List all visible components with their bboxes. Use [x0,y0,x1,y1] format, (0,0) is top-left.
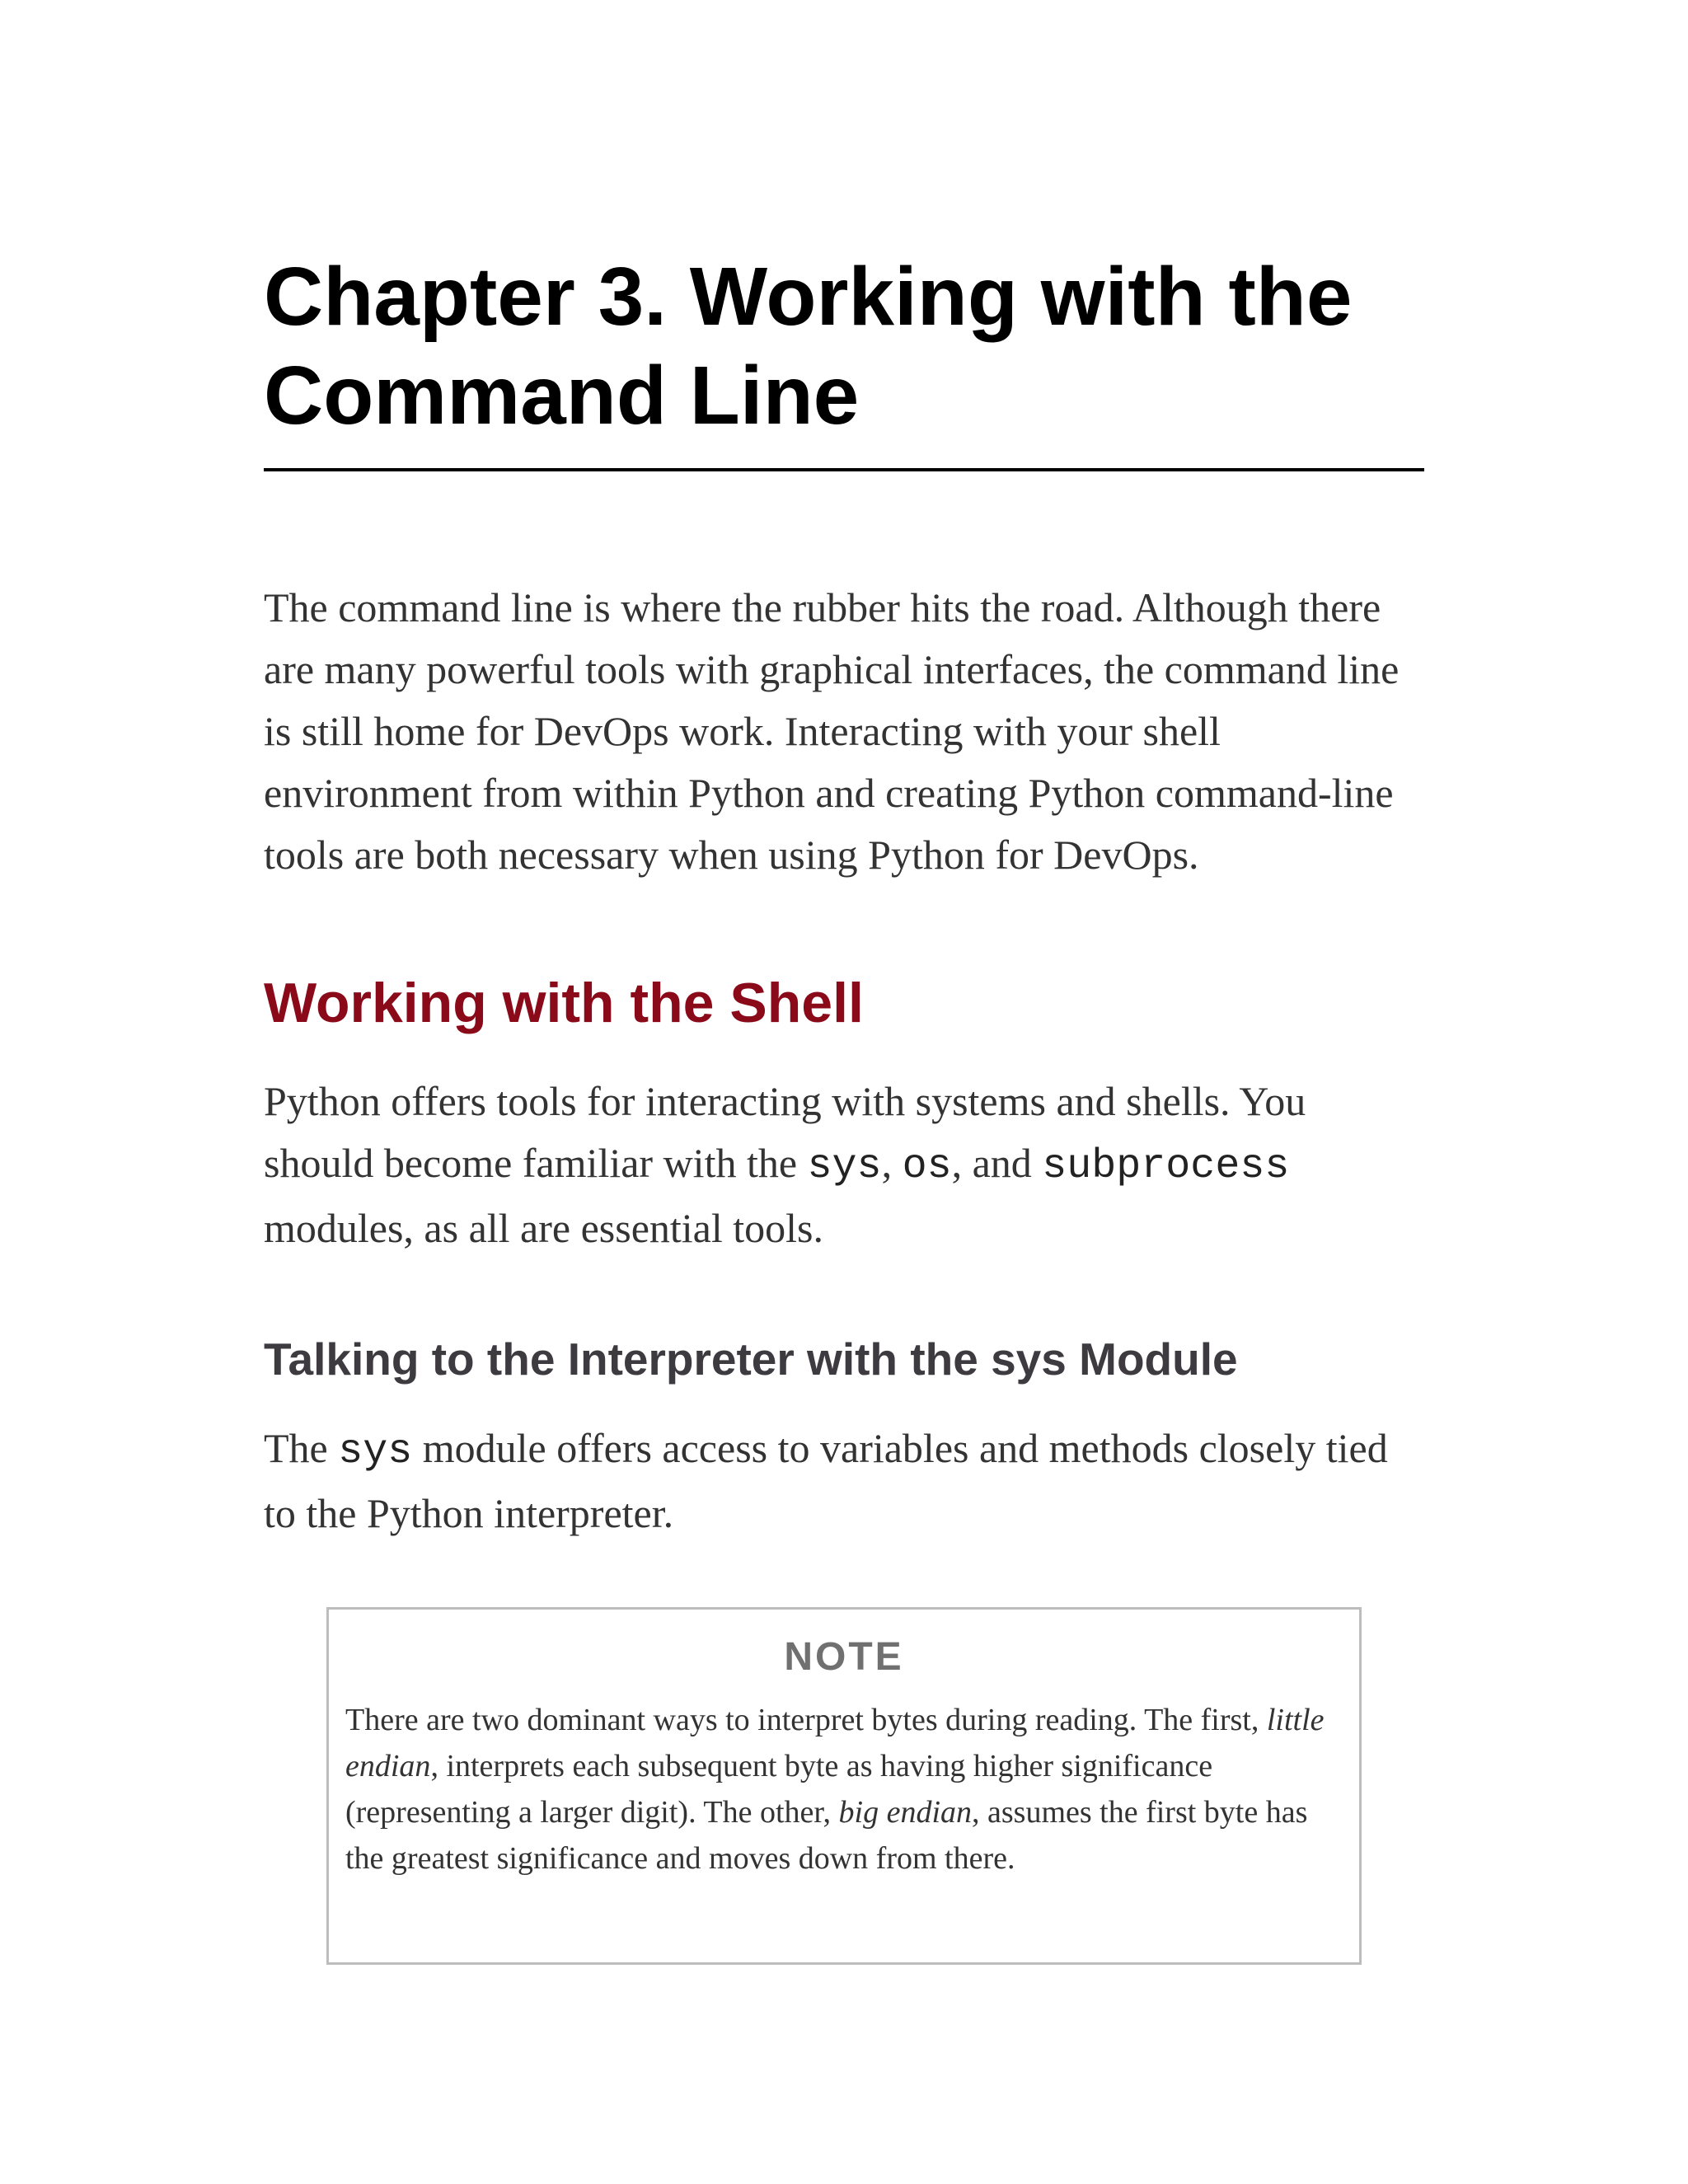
note-box [326,1607,1362,1965]
note-text [345,1697,1343,1882]
chapter-title-line1: Chapter 3. Working with the [264,251,1353,343]
note-emphasis-little-endian: little endian [345,1703,1325,1783]
note-title: NOTE [784,1635,904,1679]
subsection-paragraph [264,1418,1424,1544]
chapter-title [264,247,1424,471]
section-heading: Working with the Shell [264,972,864,1034]
chapter-title-line2: Command Line [264,349,860,442]
code-sys-inline: sys [338,1428,413,1475]
note-text-part3: , assumes the first byte has the greatest significance and moves down from there. [345,1795,1308,1876]
subsection-text-part1: The [264,1425,339,1471]
code-os: os [902,1143,952,1190]
subsection-heading: Talking to the Interpreter with the sys Module [264,1333,1238,1385]
note-text-part1: There are two dominant ways to interpret bytes during reading. The first, [345,1703,1267,1737]
section-separator-2: , and [951,1140,1043,1186]
section-separator-1: , [881,1140,903,1186]
page-content [264,247,1424,1965]
note-text-part2: , interprets each subsequent byte as having higher significance (representing a larger digit). The other, [345,1749,1213,1830]
section-paragraph [264,1071,1424,1259]
subsection-text-part2: module offers access to variables and methods closely tied to the Python interpreter. [264,1425,1388,1536]
code-subprocess: subprocess [1042,1143,1290,1190]
section-text-part1: Python offers tools for interacting with systems and shells. You should become familiar with the [264,1078,1306,1186]
code-sys: sys [807,1143,882,1190]
note-emphasis-big-endian: big endian [838,1795,973,1830]
section-text-part2: modules, as all are essential tools. [264,1205,824,1251]
intro-paragraph: The command line is where the rubber hits the road. Although there are many powerful tools with graphical interfaces, the command line is still home for DevOps work. Interacting with your shell environment from within Python and creating Python command-line tools are both necessary when using Python for DevOps. [264,584,1400,878]
